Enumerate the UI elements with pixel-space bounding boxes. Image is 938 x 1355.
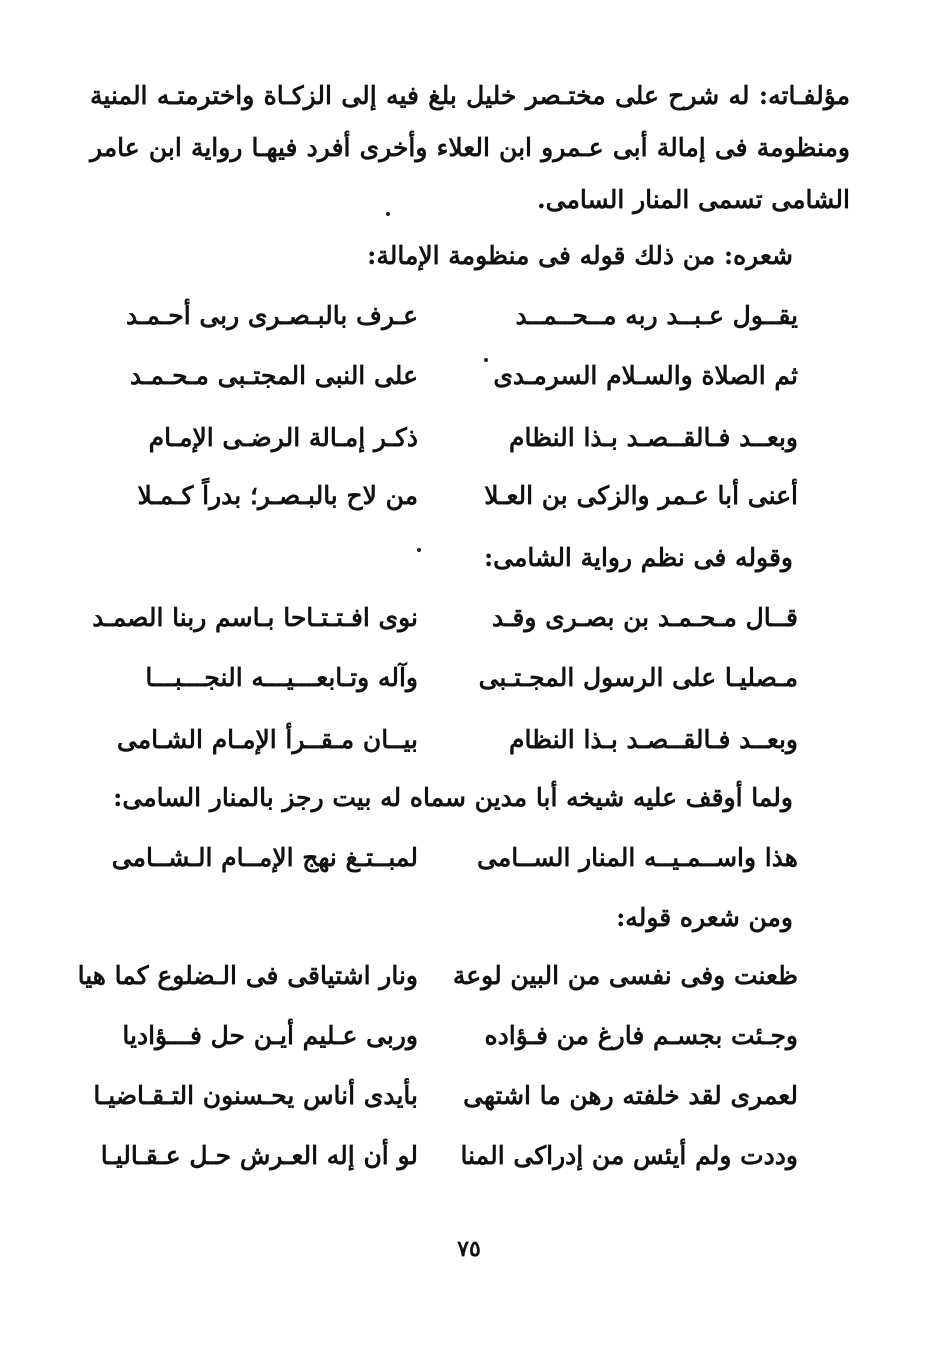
verse-first-hemistich: هذا واســمـيــه المنار الســامى: [477, 843, 798, 872]
verse-line: [108, 356, 798, 396]
verse-line: [108, 1016, 798, 1056]
verse-first-hemistich: يقــول عـبــد ربه مــحــمــد: [515, 301, 798, 330]
verse-line: [108, 296, 798, 336]
verse-second-hemistich: وربى عـليم أيـن حل فـــؤاديا: [122, 1021, 418, 1050]
verse-line: [77, 956, 798, 996]
verse-second-hemistich: لمبــتـغ نهج الإمــام الـشــامى: [111, 843, 418, 872]
shami-intro-heading: وقوله فى نظم رواية الشامى:: [483, 543, 793, 572]
scan-speck: [417, 548, 421, 552]
verse-first-hemistich: قــال مـحـمـد بن بصـرى وقـد: [491, 603, 798, 632]
verse-first-hemistich: مـصليـا على الرسول المجـتـبى: [478, 663, 798, 692]
verse-second-hemistich: بأيدى أناس يحـسنون التـقـاضيـا: [93, 1081, 418, 1110]
verse-second-hemistich: نوى افـتـتـاحا بـاسم ربنا الصمـد: [92, 603, 418, 632]
verse-line: [108, 838, 798, 878]
scan-speck: [484, 358, 488, 362]
verse-first-hemistich: أعنى أبا عـمر والزكى بن العـلا: [484, 481, 798, 510]
verse-first-hemistich: وجـئت بجسـم فارغ من فـؤاده: [484, 1021, 798, 1050]
verse-first-hemistich: لعمرى لقد خلفته رهن ما اشتهى: [463, 1081, 798, 1110]
verse-second-hemistich: عـرف بالبـصـرى ربى أحـمـد: [126, 301, 418, 330]
verse-second-hemistich: لو أن إله العـرش حـل عـقـاليـا: [100, 1141, 418, 1170]
verse-line: [93, 1076, 798, 1116]
verse-second-hemistich: بيــان مـقــرأ الإمـام الشـامى: [116, 725, 418, 754]
verse-second-hemistich: وآله وتـابعـــيـــه النجـــبـــا: [145, 663, 418, 692]
verse-second-hemistich: ونار اشتياقى فى الـضلوع كما هيا: [77, 961, 418, 990]
page-number: ٧٥: [457, 1236, 481, 1262]
verse-first-hemistich: وبعــد فـالقــصـد بـذا النظام: [509, 725, 798, 754]
poetry-intro-heading: شعره: من ذلك قوله فى منظومة الإمالة:: [367, 241, 793, 270]
verse-second-hemistich: من لاح بالبـصـر؛ بدراً كـمـلا: [137, 481, 418, 510]
manar-intro-heading: ولما أوقف عليه شيخه أبا مدين سماه له بيت رجز بالمنار السامى:: [113, 783, 793, 812]
verse-line: [108, 720, 798, 760]
verse-line: [108, 476, 798, 516]
verse-second-hemistich: على النبى المجتـبى مـحـمـد: [129, 361, 418, 390]
verse-line: [92, 598, 798, 638]
verse-first-hemistich: ظعنت وفى نفسى من البين لوعة: [452, 961, 798, 990]
verse-line: [108, 658, 798, 698]
scan-speck: [386, 212, 390, 216]
verse-first-hemistich: وبعــد فـالقــصـد بـذا النظام: [509, 423, 798, 452]
verse-line: [100, 1136, 798, 1176]
more-poetry-heading: ومن شعره قوله:: [616, 903, 793, 932]
works-paragraph: مؤلفـاته: له شرح على مختـصر خليل بلغ فيه إلى الزكـاة واخترمتـه المنية ومنظومة فى إمالة أبى عـمرو ابن العلاء وأخرى أفرد فيهـا رواية ابن عامر الشامى تسمى المنار السامى.: [90, 81, 850, 214]
verse-line: [108, 418, 798, 458]
verse-first-hemistich: ثم الصلاة والسـلام السرمـدى: [493, 361, 798, 390]
verse-first-hemistich: وددت ولم أيئس من إدراكى المنا: [460, 1141, 798, 1170]
verse-second-hemistich: ذكـر إمـالة الرضـى الإمـام: [148, 423, 418, 452]
